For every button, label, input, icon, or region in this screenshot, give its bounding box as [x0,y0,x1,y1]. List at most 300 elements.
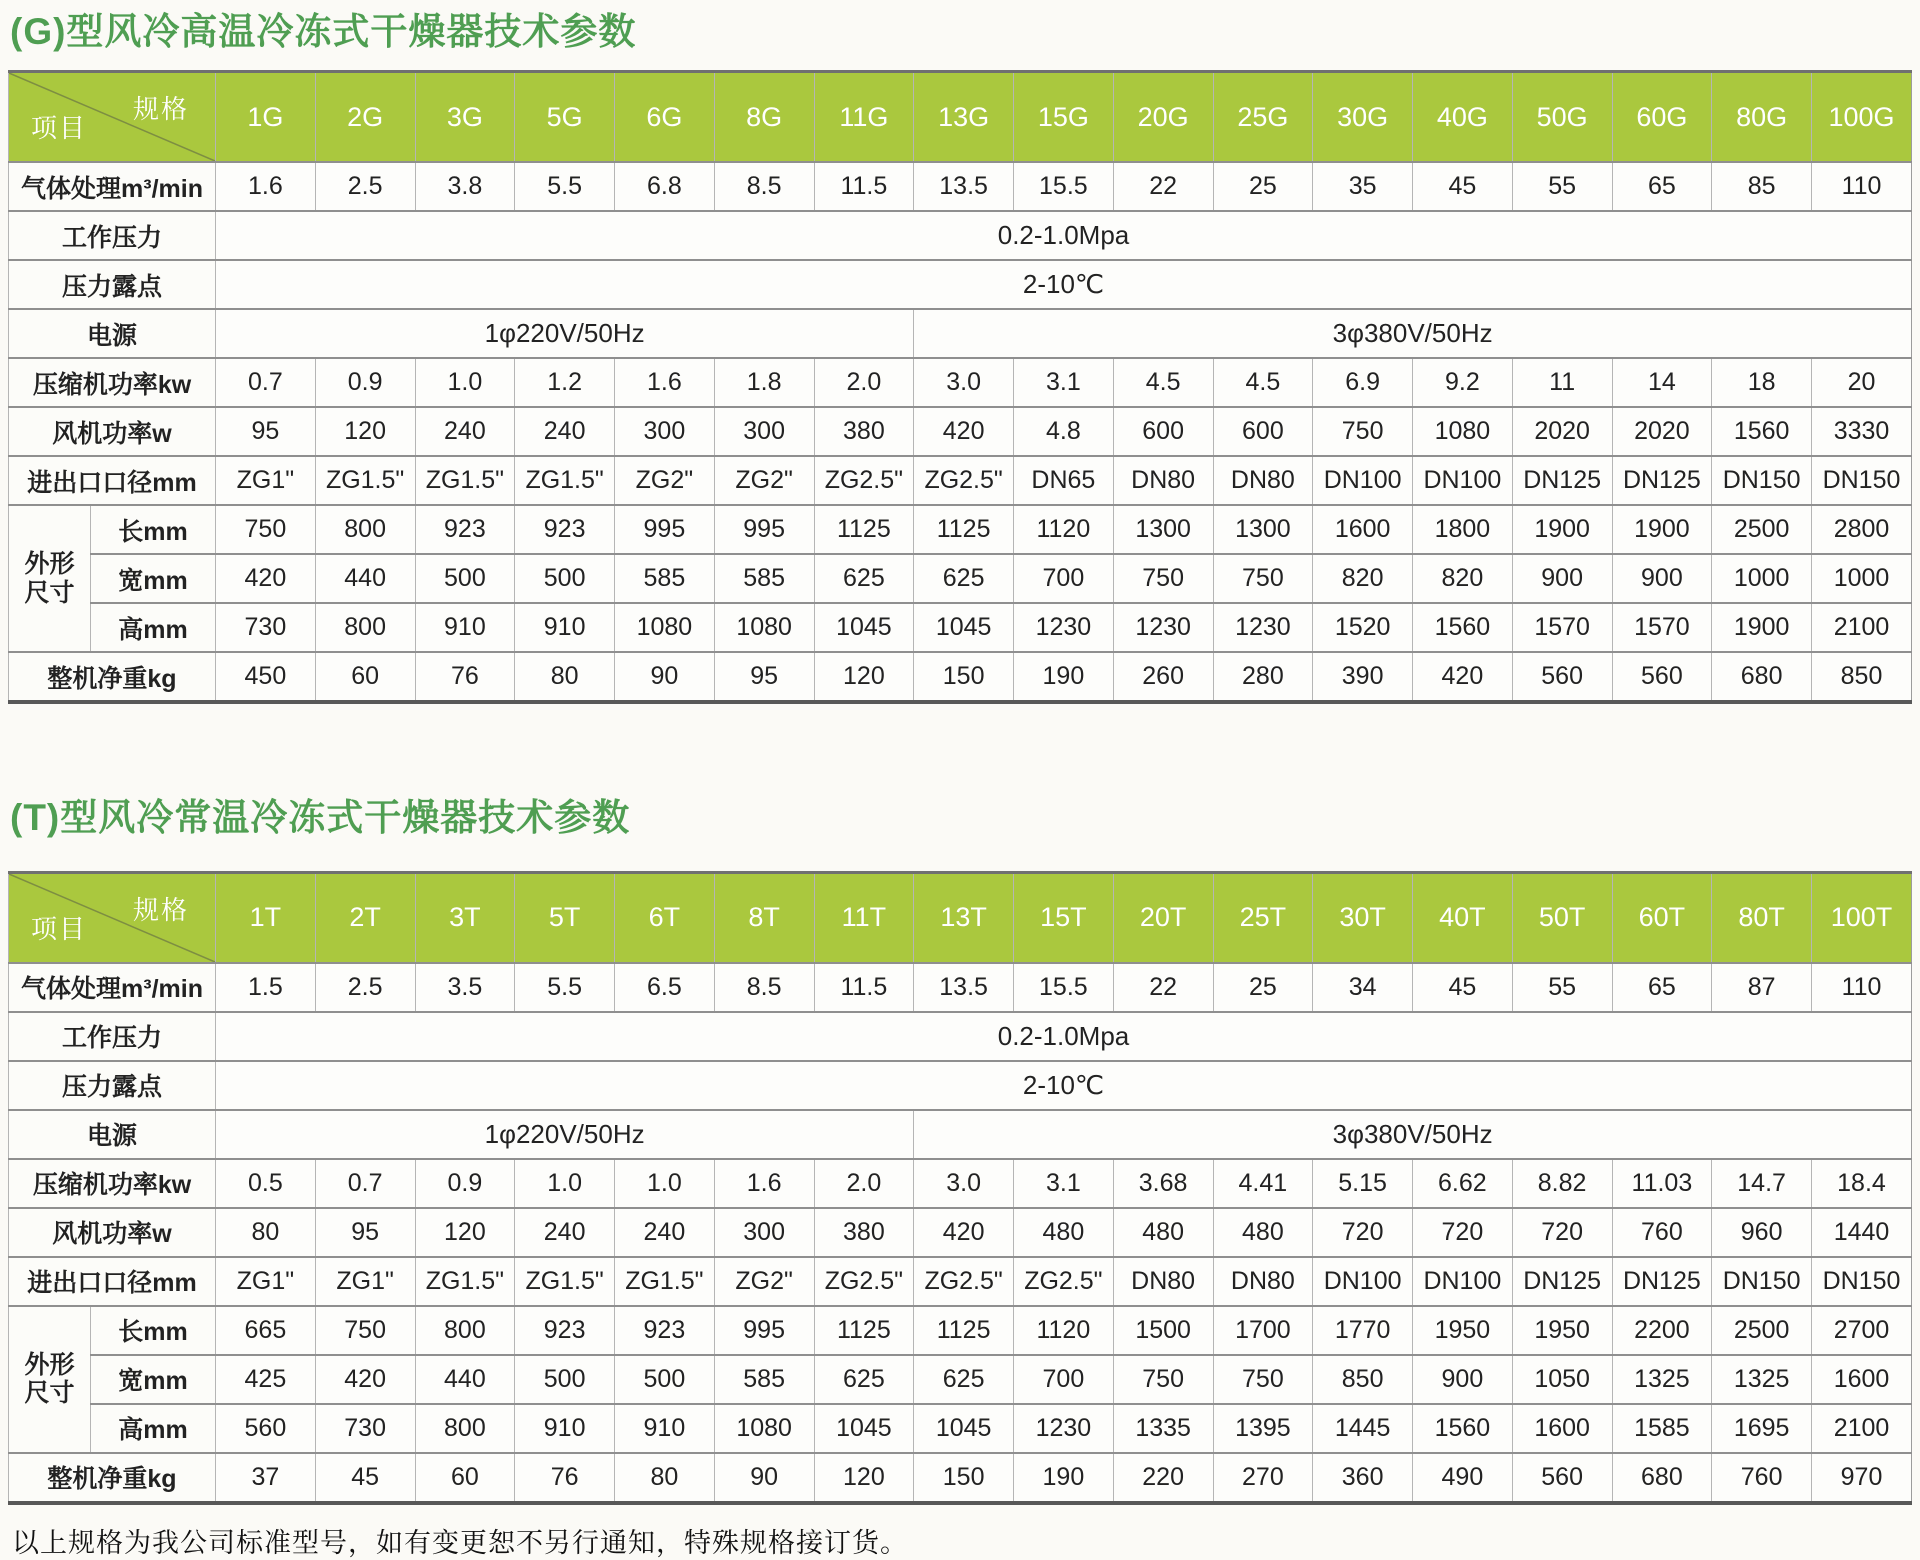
cell-port-size-50T: DN125 [1512,1257,1612,1306]
cell-net-weight-3T: 60 [415,1453,515,1503]
cell-length-30T: 1770 [1313,1306,1413,1355]
cell-length-6T: 923 [615,1306,715,1355]
spec-column-header-60G: 60G [1612,72,1712,163]
cell-width-40G: 820 [1413,554,1513,603]
cell-airflow-11T: 11.5 [814,963,914,1012]
cell-compressor-power-100G: 20 [1812,358,1912,407]
cell-width-13G: 625 [914,554,1014,603]
cell-net-weight-25G: 280 [1213,652,1313,702]
row-label-fan-power: 风机功率w [9,1208,216,1257]
cell-net-weight-15T: 190 [1014,1453,1114,1503]
row-label-working-pressure: 工作压力 [9,1012,216,1061]
cell-compressor-power-80T: 14.7 [1712,1159,1812,1208]
spec-column-header-8T: 8T [714,872,814,963]
cell-length-100G: 2800 [1812,505,1912,554]
row-label-compressor-power: 压缩机功率kw [9,358,216,407]
table-row-compressor-power [9,1159,1912,1208]
cell-width-60G: 900 [1612,554,1712,603]
cell-net-weight-30T: 360 [1313,1453,1413,1503]
row-label-power-supply: 电源 [9,1110,216,1159]
cell-airflow-11G: 11.5 [814,162,914,211]
footer-note: 以上规格为我公司标准型号，如有变更恕不另行通知，特殊规格接订货。 [12,1527,908,1558]
cell-height-60T: 1585 [1612,1404,1712,1453]
cell-width-6T: 500 [615,1355,715,1404]
spec-column-header-20G: 20G [1113,72,1213,163]
cell-compressor-power-5G: 1.2 [515,358,615,407]
spec-column-header-2T: 2T [315,872,415,963]
cell-compressor-power-20T: 3.68 [1113,1159,1213,1208]
cell-height-8T: 1080 [714,1404,814,1453]
cell-net-weight-100G: 850 [1812,652,1912,702]
cell-compressor-power-40T: 6.62 [1413,1159,1513,1208]
cell-height-15G: 1230 [1014,603,1114,652]
cell-port-size-15T: ZG2.5" [1014,1257,1114,1306]
table-row-net-weight [9,652,1912,702]
cell-compressor-power-50G: 11 [1512,358,1612,407]
spec-column-header-25T: 25T [1213,872,1313,963]
cell-airflow-6G: 6.8 [615,162,715,211]
cell-fan-power-3G: 240 [415,407,515,456]
cell-airflow-100T: 110 [1812,963,1912,1012]
cell-port-size-40G: DN100 [1413,456,1513,505]
row-label-length: 长mm [91,505,216,554]
spec-column-header-50G: 50G [1512,72,1612,163]
spec-column-header-30T: 30T [1313,872,1413,963]
row-label-width: 宽mm [91,1355,216,1404]
cell-port-size-30G: DN100 [1313,456,1413,505]
cell-height-15T: 1230 [1014,1404,1114,1453]
cell-width-3G: 500 [415,554,515,603]
cell-compressor-power-2T: 0.7 [315,1159,415,1208]
cell-length-13T: 1125 [914,1306,1014,1355]
table-row-working-pressure [9,211,1912,260]
cell-compressor-power-25G: 4.5 [1213,358,1313,407]
cell-fan-power-5T: 240 [515,1208,615,1257]
cell-port-size-8T: ZG2" [714,1257,814,1306]
cell-width-2G: 440 [315,554,415,603]
spec-column-header-11G: 11G [814,72,914,163]
cell-airflow-8G: 8.5 [714,162,814,211]
cell-length-6G: 995 [615,505,715,554]
cell-compressor-power-1G: 0.7 [216,358,316,407]
cell-port-size-13G: ZG2.5" [914,456,1014,505]
cell-length-5T: 923 [515,1306,615,1355]
cell-fan-power-11G: 380 [814,407,914,456]
cell-height-50G: 1570 [1512,603,1612,652]
cell-airflow-40G: 45 [1413,162,1513,211]
cell-compressor-power-5T: 1.0 [515,1159,615,1208]
cell-airflow-80T: 87 [1712,963,1812,1012]
cell-port-size-20T: DN80 [1113,1257,1213,1306]
cell-fan-power-60T: 760 [1612,1208,1712,1257]
cell-fan-power-50G: 2020 [1512,407,1612,456]
cell-height-100T: 2100 [1812,1404,1912,1453]
table-row-length [9,1306,1912,1355]
t-type-header-row [9,872,1912,963]
cell-length-11G: 1125 [814,505,914,554]
cell-height-20T: 1335 [1113,1404,1213,1453]
cell-port-size-15G: DN65 [1014,456,1114,505]
cell-width-6G: 585 [615,554,715,603]
cell-width-60T: 1325 [1612,1355,1712,1404]
cell-length-11T: 1125 [814,1306,914,1355]
cell-fan-power-13G: 420 [914,407,1014,456]
cell-height-2G: 800 [315,603,415,652]
cell-compressor-power-60T: 11.03 [1612,1159,1712,1208]
cell-compressor-power-15T: 3.1 [1014,1159,1114,1208]
corner-item-label: 项目 [31,913,88,944]
cell-airflow-13T: 13.5 [914,963,1014,1012]
cell-height-25G: 1230 [1213,603,1313,652]
cell-airflow-2T: 2.5 [315,963,415,1012]
cell-width-100T: 1600 [1812,1355,1912,1404]
cell-net-weight-5G: 80 [515,652,615,702]
cell-port-size-6G: ZG2" [615,456,715,505]
cell-width-80G: 1000 [1712,554,1812,603]
spec-column-header-11T: 11T [814,872,914,963]
cell-height-6T: 910 [615,1404,715,1453]
cell-fan-power-3T: 120 [415,1208,515,1257]
cell-fan-power-30T: 720 [1313,1208,1413,1257]
cell-length-30G: 1600 [1313,505,1413,554]
row-group-label: 外形尺寸 [9,505,91,652]
table-row-height [9,603,1912,652]
cell-port-size-20G: DN80 [1113,456,1213,505]
cell-net-weight-25T: 270 [1213,1453,1313,1503]
cell-height-3G: 910 [415,603,515,652]
table-row-power-supply [9,1110,1912,1159]
cell-airflow-13G: 13.5 [914,162,1014,211]
cell-airflow-25T: 25 [1213,963,1313,1012]
table-row-dew-point [9,1061,1912,1110]
cell-port-size-11G: ZG2.5" [814,456,914,505]
cell-dew-point-all: 2-10℃ [216,1061,1912,1110]
spec-column-header-6G: 6G [615,72,715,163]
cell-width-5T: 500 [515,1355,615,1404]
cell-fan-power-20G: 600 [1113,407,1213,456]
spec-column-header-50T: 50T [1512,872,1612,963]
cell-port-size-5T: ZG1.5" [515,1257,615,1306]
cell-net-weight-15G: 190 [1014,652,1114,702]
cell-width-1G: 420 [216,554,316,603]
cell-height-20G: 1230 [1113,603,1213,652]
cell-height-50T: 1600 [1512,1404,1612,1453]
cell-airflow-100G: 110 [1812,162,1912,211]
cell-compressor-power-25T: 4.41 [1213,1159,1313,1208]
cell-compressor-power-8G: 1.8 [714,358,814,407]
cell-fan-power-30G: 750 [1313,407,1413,456]
row-label-dew-point: 压力露点 [9,1061,216,1110]
cell-fan-power-5G: 240 [515,407,615,456]
cell-airflow-60G: 65 [1612,162,1712,211]
cell-height-60G: 1570 [1612,603,1712,652]
g-type-header-row [9,72,1912,163]
cell-port-size-50G: DN125 [1512,456,1612,505]
row-label-fan-power: 风机功率w [9,407,216,456]
cell-net-weight-2G: 60 [315,652,415,702]
cell-fan-power-40G: 1080 [1413,407,1513,456]
spec-column-header-100T: 100T [1812,872,1912,963]
table-row-airflow [9,162,1912,211]
cell-width-11G: 625 [814,554,914,603]
cell-airflow-1G: 1.6 [216,162,316,211]
cell-net-weight-60G: 560 [1612,652,1712,702]
cell-port-size-11T: ZG2.5" [814,1257,914,1306]
cell-compressor-power-15G: 3.1 [1014,358,1114,407]
cell-length-80G: 2500 [1712,505,1812,554]
spec-column-header-3G: 3G [415,72,515,163]
cell-net-weight-5T: 76 [515,1453,615,1503]
cell-height-40T: 1560 [1413,1404,1513,1453]
cell-length-80T: 2500 [1712,1306,1812,1355]
spec-column-header-30G: 30G [1313,72,1413,163]
cell-airflow-50G: 55 [1512,162,1612,211]
cell-compressor-power-2G: 0.9 [315,358,415,407]
cell-net-weight-1G: 450 [216,652,316,702]
table-row-working-pressure [9,1012,1912,1061]
cell-height-6G: 1080 [615,603,715,652]
cell-airflow-60T: 65 [1612,963,1712,1012]
cell-length-2G: 800 [315,505,415,554]
spec-column-header-15T: 15T [1014,872,1114,963]
table-row-height [9,1404,1912,1453]
cell-width-50T: 1050 [1512,1355,1612,1404]
cell-fan-power-80T: 960 [1712,1208,1812,1257]
row-group-label: 外形尺寸 [9,1306,91,1453]
cell-length-100T: 2700 [1812,1306,1912,1355]
cell-net-weight-40G: 420 [1413,652,1513,702]
cell-airflow-3G: 3.8 [415,162,515,211]
cell-fan-power-50T: 720 [1512,1208,1612,1257]
cell-compressor-power-3G: 1.0 [415,358,515,407]
cell-width-11T: 625 [814,1355,914,1404]
row-label-length: 长mm [91,1306,216,1355]
cell-airflow-20T: 22 [1113,963,1213,1012]
cell-length-15G: 1120 [1014,505,1114,554]
corner-spec-label: 规格 [132,94,189,125]
cell-compressor-power-3T: 0.9 [415,1159,515,1208]
cell-fan-power-6T: 240 [615,1208,715,1257]
cell-height-40G: 1560 [1413,603,1513,652]
cell-airflow-20G: 22 [1113,162,1213,211]
cell-power-supply-1: 3φ380V/50Hz [914,1110,1912,1159]
cell-dew-point-all: 2-10℃ [216,260,1912,309]
cell-width-5G: 500 [515,554,615,603]
cell-port-size-100G: DN150 [1812,456,1912,505]
cell-fan-power-25T: 480 [1213,1208,1313,1257]
cell-length-40G: 1800 [1413,505,1513,554]
cell-net-weight-20T: 220 [1113,1453,1213,1503]
cell-length-3G: 923 [415,505,515,554]
cell-length-3T: 800 [415,1306,515,1355]
cell-port-size-1T: ZG1" [216,1257,316,1306]
cell-fan-power-1G: 95 [216,407,316,456]
cell-fan-power-20T: 480 [1113,1208,1213,1257]
corner-cell [9,72,216,163]
cell-net-weight-50G: 560 [1512,652,1612,702]
g-type-spec-table [8,70,1912,704]
cell-power-supply-0: 1φ220V/50Hz [216,1110,914,1159]
spec-column-header-13T: 13T [914,872,1014,963]
cell-port-size-3T: ZG1.5" [415,1257,515,1306]
cell-net-weight-11T: 120 [814,1453,914,1503]
cell-width-20G: 750 [1113,554,1213,603]
spec-column-header-6T: 6T [615,872,715,963]
spec-column-header-1T: 1T [216,872,316,963]
row-label-compressor-power: 压缩机功率kw [9,1159,216,1208]
cell-compressor-power-40G: 9.2 [1413,358,1513,407]
row-label-width: 宽mm [91,554,216,603]
spec-column-header-15G: 15G [1014,72,1114,163]
cell-length-2T: 750 [315,1306,415,1355]
cell-port-size-25T: DN80 [1213,1257,1313,1306]
cell-compressor-power-30G: 6.9 [1313,358,1413,407]
cell-height-11T: 1045 [814,1404,914,1453]
row-label-airflow: 气体处理m³/min [9,162,216,211]
cell-port-size-60G: DN125 [1612,456,1712,505]
cell-net-weight-8T: 90 [714,1453,814,1503]
cell-port-size-40T: DN100 [1413,1257,1513,1306]
table-row-fan-power [9,1208,1912,1257]
corner-cell [9,872,216,963]
cell-port-size-25G: DN80 [1213,456,1313,505]
spec-column-header-25G: 25G [1213,72,1313,163]
cell-fan-power-100G: 3330 [1812,407,1912,456]
cell-net-weight-8G: 95 [714,652,814,702]
spec-column-header-13G: 13G [914,72,1014,163]
cell-compressor-power-80G: 18 [1712,358,1812,407]
cell-length-60T: 2200 [1612,1306,1712,1355]
cell-height-13G: 1045 [914,603,1014,652]
cell-compressor-power-8T: 1.6 [714,1159,814,1208]
spec-column-header-80T: 80T [1712,872,1812,963]
cell-fan-power-2T: 95 [315,1208,415,1257]
cell-net-weight-3G: 76 [415,652,515,702]
cell-compressor-power-11G: 2.0 [814,358,914,407]
table-row-width [9,554,1912,603]
cell-airflow-25G: 25 [1213,162,1313,211]
cell-net-weight-40T: 490 [1413,1453,1513,1503]
cell-width-1T: 425 [216,1355,316,1404]
cell-net-weight-1T: 37 [216,1453,316,1503]
cell-fan-power-60G: 2020 [1612,407,1712,456]
cell-port-size-30T: DN100 [1313,1257,1413,1306]
cell-compressor-power-6T: 1.0 [615,1159,715,1208]
cell-net-weight-80T: 760 [1712,1453,1812,1503]
cell-length-20T: 1500 [1113,1306,1213,1355]
cell-compressor-power-1T: 0.5 [216,1159,316,1208]
cell-port-size-2T: ZG1" [315,1257,415,1306]
cell-height-80T: 1695 [1712,1404,1812,1453]
cell-compressor-power-30T: 5.15 [1313,1159,1413,1208]
cell-airflow-40T: 45 [1413,963,1513,1012]
corner-item-label: 项目 [31,113,88,144]
cell-length-25G: 1300 [1213,505,1313,554]
cell-width-25T: 750 [1213,1355,1313,1404]
cell-width-30G: 820 [1313,554,1413,603]
row-label-net-weight: 整机净重kg [9,652,216,702]
cell-net-weight-6G: 90 [615,652,715,702]
spec-column-header-1G: 1G [216,72,316,163]
cell-length-40T: 1950 [1413,1306,1513,1355]
cell-port-size-5G: ZG1.5" [515,456,615,505]
cell-airflow-30T: 34 [1313,963,1413,1012]
cell-compressor-power-100T: 18.4 [1812,1159,1912,1208]
table-row-port-size [9,1257,1912,1306]
cell-net-weight-30G: 390 [1313,652,1413,702]
cell-fan-power-11T: 380 [814,1208,914,1257]
cell-height-30T: 1445 [1313,1404,1413,1453]
spec-column-header-60T: 60T [1612,872,1712,963]
cell-fan-power-8T: 300 [714,1208,814,1257]
cell-port-size-100T: DN150 [1812,1257,1912,1306]
row-label-height: 高mm [91,603,216,652]
cell-height-11G: 1045 [814,603,914,652]
corner-spec-label: 规格 [132,894,189,925]
cell-fan-power-40T: 720 [1413,1208,1513,1257]
spec-column-header-80G: 80G [1712,72,1812,163]
cell-fan-power-8G: 300 [714,407,814,456]
cell-height-1T: 560 [216,1404,316,1453]
spec-column-header-5T: 5T [515,872,615,963]
cell-port-size-80T: DN150 [1712,1257,1812,1306]
cell-height-100G: 2100 [1812,603,1912,652]
cell-airflow-6T: 6.5 [615,963,715,1012]
cell-length-5G: 923 [515,505,615,554]
cell-power-supply-1: 3φ380V/50Hz [914,309,1912,358]
cell-net-weight-50T: 560 [1512,1453,1612,1503]
cell-airflow-50T: 55 [1512,963,1612,1012]
cell-width-13T: 625 [914,1355,1014,1404]
cell-height-25T: 1395 [1213,1404,1313,1453]
spec-column-header-40G: 40G [1413,72,1513,163]
cell-compressor-power-11T: 2.0 [814,1159,914,1208]
cell-length-50G: 1900 [1512,505,1612,554]
cell-compressor-power-6G: 1.6 [615,358,715,407]
cell-height-3T: 800 [415,1404,515,1453]
cell-length-8T: 995 [714,1306,814,1355]
cell-compressor-power-50T: 8.82 [1512,1159,1612,1208]
page-title-g-type: (G)型风冷高温冷冻式干燥器技术参数 [10,11,637,52]
page-title-t-type: (T)型风冷常温冷冻式干燥器技术参数 [10,797,631,839]
cell-airflow-15G: 15.5 [1014,162,1114,211]
cell-width-2T: 420 [315,1355,415,1404]
cell-fan-power-15T: 480 [1014,1208,1114,1257]
cell-fan-power-25G: 600 [1213,407,1313,456]
cell-compressor-power-13G: 3.0 [914,358,1014,407]
cell-fan-power-1T: 80 [216,1208,316,1257]
cell-width-80T: 1325 [1712,1355,1812,1404]
spec-column-header-2G: 2G [315,72,415,163]
cell-width-40T: 900 [1413,1355,1513,1404]
cell-power-supply-0: 1φ220V/50Hz [216,309,914,358]
cell-length-25T: 1700 [1213,1306,1313,1355]
cell-net-weight-13T: 150 [914,1453,1014,1503]
cell-length-20G: 1300 [1113,505,1213,554]
row-label-port-size: 进出口口径mm [9,456,216,505]
cell-fan-power-100T: 1440 [1812,1208,1912,1257]
cell-port-size-2G: ZG1.5" [315,456,415,505]
cell-net-weight-6T: 80 [615,1453,715,1503]
cell-net-weight-20G: 260 [1113,652,1213,702]
spec-column-header-40T: 40T [1413,872,1513,963]
cell-airflow-2G: 2.5 [315,162,415,211]
cell-port-size-13T: ZG2.5" [914,1257,1014,1306]
cell-fan-power-6G: 300 [615,407,715,456]
row-label-net-weight: 整机净重kg [9,1453,216,1503]
table-row-power-supply [9,309,1912,358]
cell-length-1G: 750 [216,505,316,554]
